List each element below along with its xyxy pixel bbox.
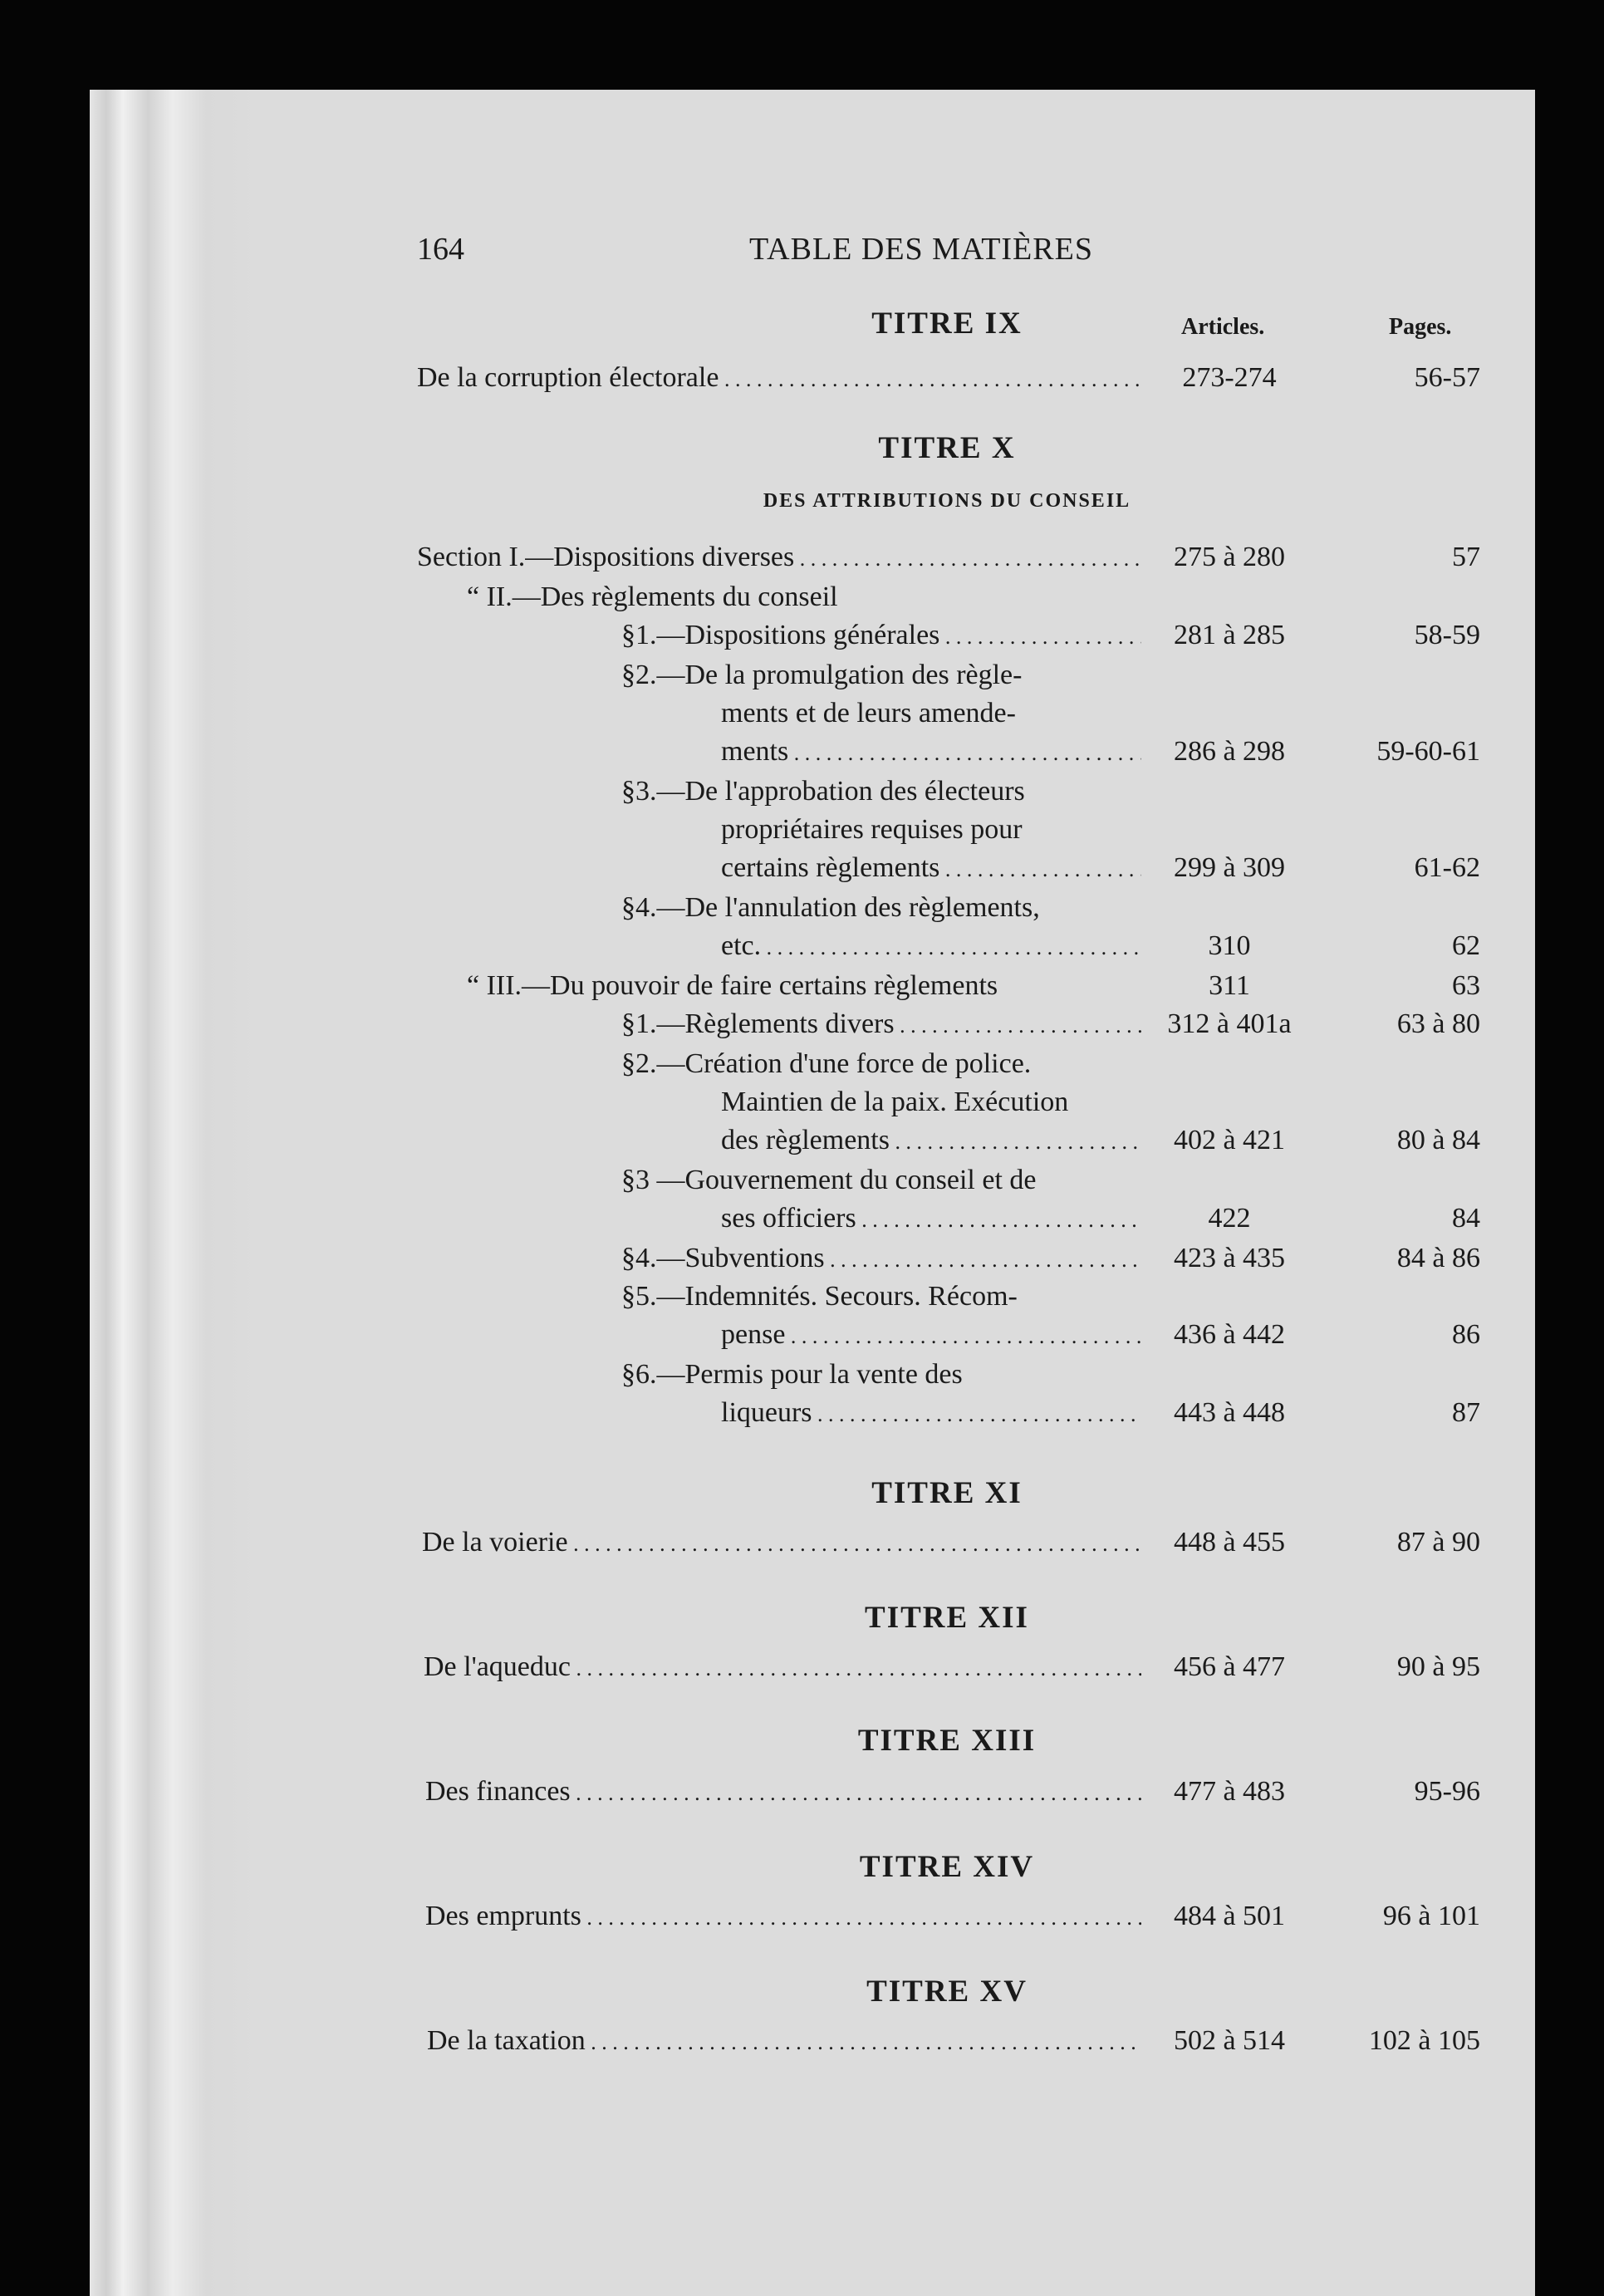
entry-label: pense . . . [721,1319,1141,1351]
entry-articles: 312 à 401a [1167,1008,1292,1039]
entry-articles: 273-274 [1182,362,1277,393]
entry-pages: 56-57 [1414,362,1480,393]
entry-label: De l'aqueduc . . . [424,1651,1141,1683]
entry-pages: 59-60-61 [1376,736,1480,767]
entry-pages: 84 à 86 [1396,1243,1480,1273]
section-heading: “ II.—Des règlements du conseil [467,581,838,612]
entry-line: §4.—De l'annulation des règlements, [621,892,1040,923]
entry-articles: 402 à 421 [1173,1125,1286,1155]
toc-entry [0,362,1604,399]
titre-xi-heading: TITRE XI [871,1476,1023,1510]
entry-articles: 448 à 455 [1173,1527,1286,1558]
entry-articles: 456 à 477 [1173,1651,1286,1682]
entry-text: §2.—De la promulgation des règle- [621,660,1023,690]
toc-entry [0,1319,1604,1356]
titre-xii-heading: TITRE XII [865,1601,1029,1635]
entry-articles: 286 à 298 [1173,736,1286,767]
entry-line [621,660,1141,691]
toc-entry [0,2025,1604,2062]
entry-articles: 477 à 483 [1173,1776,1286,1807]
entry-pages: 86 [1452,1319,1480,1350]
entry-pages: 63 [1452,970,1480,1001]
entry-line: §3 —Gouvernement du conseil et de [621,1165,1037,1195]
entry-pages: 58-59 [1414,620,1480,650]
entry-articles: 436 à 442 [1173,1319,1286,1350]
entry-pages: 96 à 101 [1382,1901,1480,1931]
entry-label: Section I.—Dispositions diverses . . . [417,542,1141,573]
toc-entry [0,852,1604,889]
toc-entry [0,970,1604,1007]
entry-label: ses officiers . . . [721,1203,1141,1234]
toc-entry [0,1527,1604,1563]
toc-entry [0,1008,1604,1045]
page-stack-edge [90,90,260,2296]
entry-articles: 423 à 435 [1173,1243,1286,1273]
entry-articles: 422 [1208,1203,1251,1234]
entry-label: De la taxation . . . [427,2025,1141,2057]
page-header [417,231,1480,272]
entry-pages: 80 à 84 [1396,1125,1480,1155]
entry-label: liqueurs . . . [721,1397,1141,1429]
entry-label: §1.—Règlements divers . . . [621,1008,1141,1040]
titre-x-subtitle: DES ATTRIBUTIONS DU CONSEIL [763,490,1131,512]
toc-entry [0,736,1604,773]
entry-articles: 310 [1208,930,1251,961]
entry-pages: 84 [1452,1203,1480,1234]
entry-line: §6.—Permis pour la vente des [621,1359,963,1390]
entry-line [721,698,1141,729]
entry-text: ments et de leurs amende- [721,698,1016,729]
titre-xiii-heading: TITRE XIII [857,1724,1037,1758]
entry-pages: 95-96 [1414,1776,1480,1807]
entry-label: De la voierie . . . [422,1527,1141,1558]
toc-entry [0,930,1604,967]
entry-label: Des emprunts . . . [425,1901,1141,1932]
entry-pages: 87 à 90 [1396,1527,1480,1558]
entry-articles: 311 [1209,970,1250,1001]
titre-xv-heading: TITRE XV [866,1975,1028,2009]
toc-entry [0,1651,1604,1688]
toc-entry [0,542,1604,578]
titre-ix-heading: TITRE IX [871,307,1023,341]
toc-entry [0,1901,1604,1937]
entry-label: De la corruption électorale . . . [417,362,1141,394]
entry-label: §1.—Dispositions générales . . . [621,620,1141,651]
entry-label: des règlements . . . [721,1125,1141,1156]
toc-entry [0,1776,1604,1813]
toc-entry [0,1203,1604,1239]
running-head: TABLE DES MATIÈRES [749,232,1093,267]
titre-xiv-heading: TITRE XIV [859,1850,1035,1884]
entry-line: §3.—De l'approbation des électeurs [621,776,1025,807]
entry-line: §5.—Indemnités. Secours. Récom- [621,1281,1018,1312]
entry-articles: 299 à 309 [1173,852,1286,883]
entry-pages: 87 [1452,1397,1480,1428]
entry-line: §2.—Création d'une force de police. [621,1048,1032,1079]
entry-line: propriétaires requises pour [721,814,1023,845]
page-number: 164 [417,232,464,267]
entry-articles: 281 à 285 [1173,620,1286,650]
toc-entry [0,1397,1604,1434]
entry-label: etc. . . . [721,930,1141,962]
entry-pages: 102 à 105 [1368,2025,1480,2056]
entry-pages: 61-62 [1414,852,1480,883]
pages-column-heading: Pages. [1389,314,1452,340]
entry-label: certains règlements . . . [721,852,1141,884]
entry-label: ments . . . [721,736,1141,768]
articles-column-heading: Articles. [1181,314,1265,340]
entry-pages: 63 à 80 [1396,1008,1480,1039]
entry-pages: 57 [1452,542,1480,572]
entry-articles: 484 à 501 [1173,1901,1286,1931]
toc-entry [0,620,1604,656]
entry-articles: 443 à 448 [1173,1397,1286,1428]
entry-label: “ III.—Du pouvoir de faire certains règlements [467,970,998,1001]
entry-articles: 502 à 514 [1173,2025,1286,2056]
entry-line: Maintien de la paix. Exécution [721,1087,1069,1117]
entry-pages: 90 à 95 [1396,1651,1480,1682]
entry-label: Des finances . . . [425,1776,1141,1808]
entry-label: §4.—Subventions . . . [621,1243,1141,1274]
toc-entry [0,1125,1604,1161]
entry-articles: 275 à 280 [1173,542,1286,572]
entry-pages: 62 [1452,930,1480,961]
titre-x-heading: TITRE X [878,431,1016,465]
toc-entry [0,1243,1604,1279]
